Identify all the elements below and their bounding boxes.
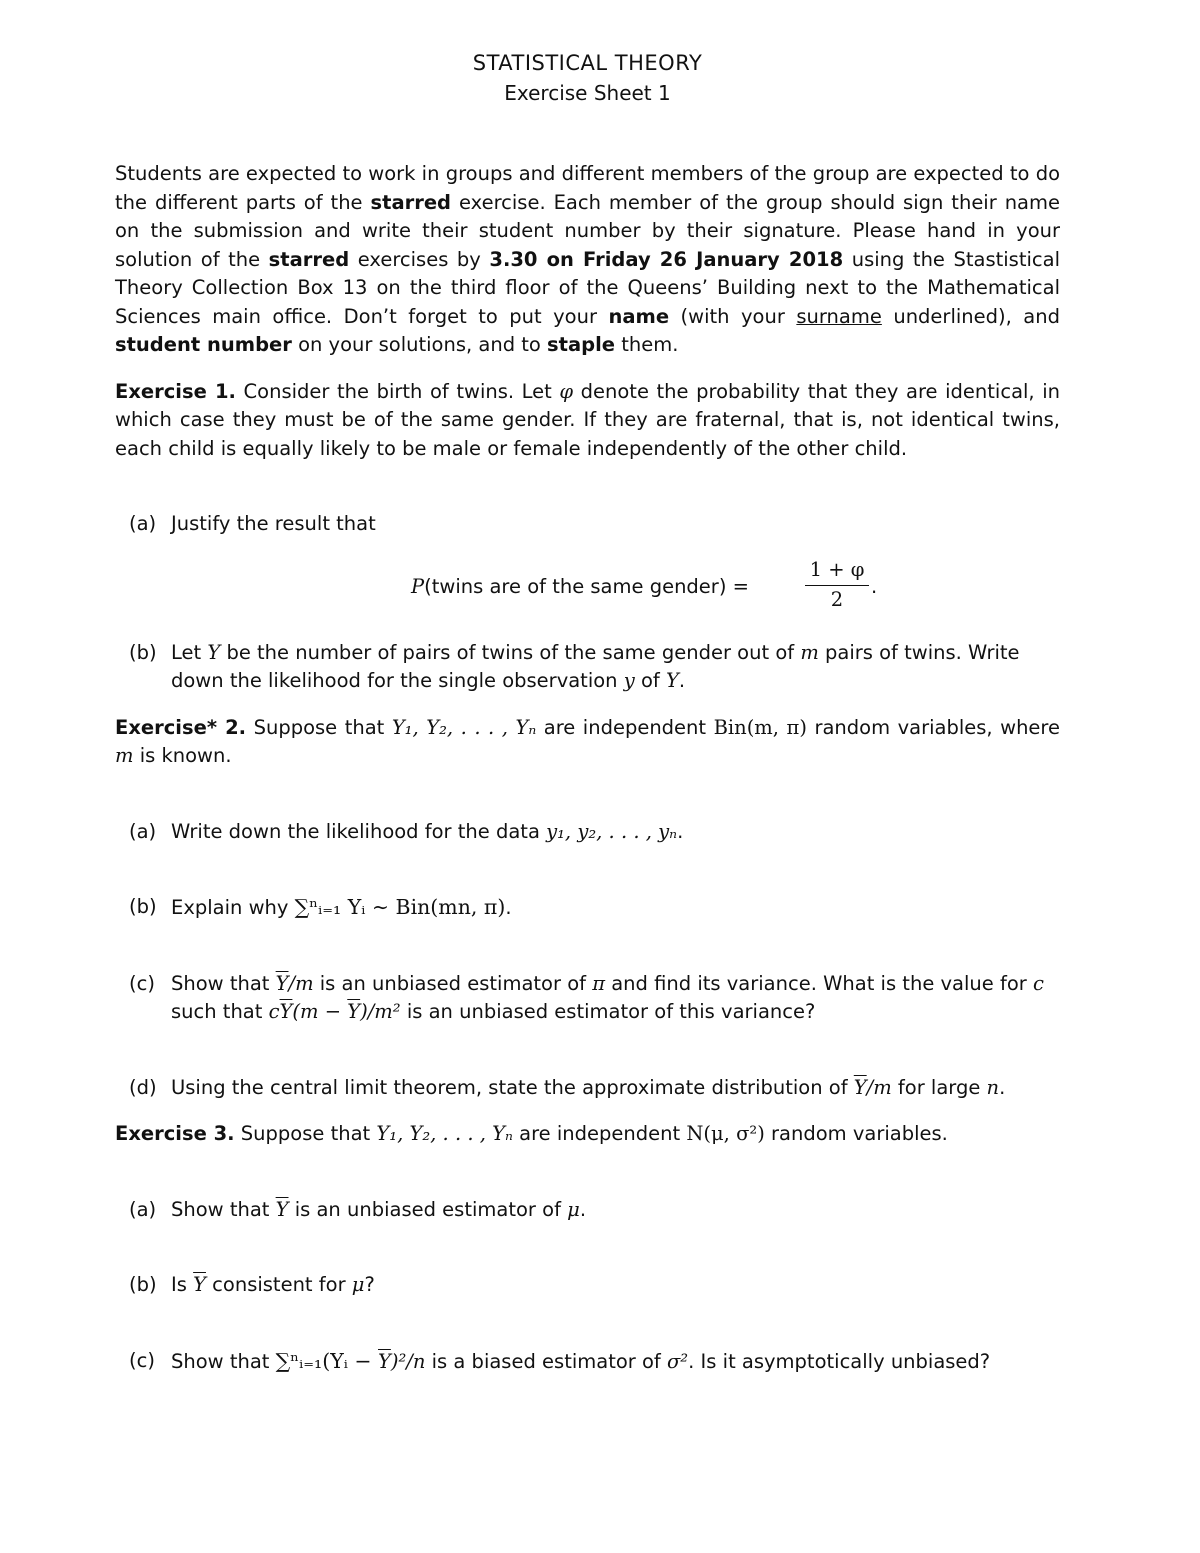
- math: Y: [665, 669, 679, 692]
- text: is a biased estimator of: [425, 1349, 667, 1373]
- exercise-2-part-a: [115, 818, 1060, 847]
- text: Explain why: [171, 896, 295, 919]
- text: .: [677, 819, 684, 843]
- text: Show that: [171, 1197, 276, 1221]
- text: is an unbiased estimator of: [313, 971, 593, 995]
- text: .: [505, 896, 512, 919]
- math: μ: [351, 1273, 365, 1296]
- exercise-2-part-d: [115, 1074, 1060, 1103]
- intro-text: using the Stastistical Theory Collection Box 13 on the third floor of the Queens’ Building next to the Mathematical Sciences main office. Don’t forget to put your: [115, 247, 1060, 328]
- text: Suppose that: [234, 1122, 377, 1145]
- text: .: [678, 669, 686, 692]
- intro-text: exercises by: [349, 247, 490, 271]
- intro-surname: surname: [796, 304, 882, 328]
- page-title: STATISTICAL THEORY: [472, 51, 703, 75]
- text: random variables.: [764, 1122, 948, 1145]
- period: .: [871, 574, 878, 598]
- math: $\overline{Y}$: [378, 1349, 391, 1373]
- intro-text: Students are expected to work in groups and different members of the group are expected to do the different parts of the: [115, 162, 1060, 214]
- display-equation: [175, 557, 1060, 617]
- part-label: (c): [129, 1348, 155, 1372]
- intro-text: them.: [615, 333, 679, 356]
- math: )/m²: [360, 1000, 401, 1023]
- text: are independent: [536, 715, 714, 739]
- text: for large: [891, 1075, 987, 1099]
- P-symbol: P: [411, 574, 425, 598]
- text: is an unbiased estimator of this variance?: [400, 1000, 816, 1023]
- text: Consider the birth of twins. Let: [235, 379, 560, 403]
- math: y₁, y₂, . . . , yₙ: [546, 819, 678, 843]
- text: such that: [171, 1000, 269, 1023]
- intro-text: exercise. Each member of the group should sign their name on the submission and write their student number by their signature. Please hand in your solution of the: [115, 190, 1060, 271]
- intro-starred-exercises: starred: [268, 247, 350, 271]
- text: pairs of twins. Write down the likelihood for the single observation: [171, 640, 1020, 692]
- part-label: (b): [129, 640, 157, 664]
- intro-student-number: student number: [115, 333, 292, 356]
- part-label: (c): [129, 971, 155, 995]
- exercise-sheet: [115, 48, 1060, 1376]
- text: .: [999, 1075, 1006, 1099]
- text: Suppose that: [246, 715, 392, 739]
- intro-name: name: [608, 304, 670, 328]
- text: random variables, where: [806, 715, 1061, 739]
- text: of: [634, 669, 666, 692]
- exercise-1-heading: Exercise 1.: [115, 379, 236, 403]
- text: Justify the result that: [171, 512, 376, 535]
- math: Y₁, Y₂, . . . , Yₙ: [391, 715, 537, 739]
- math: σ²: [667, 1349, 689, 1373]
- text: are independent: [512, 1122, 687, 1145]
- text: Show that: [171, 971, 276, 995]
- exercise-2-part-b: [115, 893, 1060, 923]
- math: Bin(m, π): [713, 715, 807, 739]
- part-label: (b): [129, 1273, 157, 1296]
- text: ?: [364, 1273, 375, 1296]
- math: /m: [866, 1075, 892, 1099]
- text: denote the probability that they are identical, in which case they must be of the same gender. If they are fraternal, that is, not identical twins, each child is equally likely to be male or female independently of the other child.: [115, 379, 1060, 460]
- part-label: (a): [129, 512, 157, 535]
- math: $\overline{Y}$: [193, 1273, 206, 1296]
- math: (m −: [292, 1000, 348, 1023]
- text: Show that: [171, 1349, 276, 1373]
- exercise-1-part-b: [115, 639, 1060, 696]
- math: m: [115, 744, 134, 767]
- exercise-3-part-a: [115, 1196, 1060, 1225]
- fraction: [805, 557, 869, 614]
- math: μ: [567, 1197, 580, 1221]
- math: y: [623, 669, 635, 692]
- math: )²/n: [390, 1349, 426, 1373]
- intro-staple: staple: [547, 333, 616, 356]
- intro-text: on your solutions, and to: [291, 333, 548, 356]
- math: $\overline{Y}$: [279, 1000, 293, 1023]
- exercise-2-heading: Exercise* 2.: [115, 715, 247, 739]
- math: c: [1032, 971, 1044, 995]
- exercise-2-part-c: [115, 970, 1060, 1027]
- math: π: [592, 971, 606, 995]
- part-label: (b): [129, 895, 157, 918]
- text: consistent for: [205, 1273, 352, 1296]
- math: ∑ⁿᵢ₌₁(Yᵢ −: [275, 1348, 378, 1373]
- math: Y: [207, 640, 221, 664]
- math: N(μ, σ²): [686, 1122, 765, 1145]
- math: $\overline{Y}$: [275, 1197, 289, 1221]
- text: Using the central limit theorem, state the approximate distribution of: [171, 1075, 854, 1099]
- exercise-3-heading: Exercise 3.: [115, 1122, 235, 1145]
- exercise-3-part-c: [115, 1347, 1060, 1377]
- text: and find its variance. What is the value for: [605, 971, 1033, 995]
- fraction-numerator: 1 + φ: [805, 557, 869, 586]
- text: . Is it asymptotically unbiased?: [688, 1349, 991, 1373]
- submission-deadline: 3.30 on Friday 26 January 2018: [489, 247, 844, 271]
- equation-lhs: [411, 575, 749, 598]
- math: n: [986, 1075, 1000, 1099]
- phi-symbol: φ: [559, 379, 574, 403]
- text: be the number of pairs of twins of the same gender out of: [220, 640, 801, 664]
- intro-text: (with your: [669, 304, 797, 328]
- text: Let: [171, 640, 208, 664]
- math: m: [800, 640, 819, 664]
- math: Y₁, Y₂, . . . , Yₙ: [376, 1122, 513, 1145]
- math: $\overline{Y}$: [853, 1075, 867, 1099]
- exercise-1-part-a: [115, 510, 1060, 539]
- page-subtitle: Exercise Sheet 1: [504, 81, 671, 105]
- part-label: (a): [129, 1197, 157, 1221]
- text: is known.: [133, 744, 232, 767]
- part-label: (d): [129, 1075, 157, 1099]
- math: /m: [288, 971, 314, 995]
- exercise-2-statement: [115, 714, 1060, 771]
- math: $\overline{Y}$: [275, 971, 289, 995]
- exercise-3-part-b: [115, 1271, 1060, 1300]
- math: $\overline{Y}$: [347, 1000, 361, 1023]
- instructions-paragraph: [115, 160, 1060, 360]
- text: Is: [171, 1273, 194, 1296]
- exercise-1-statement: [115, 378, 1060, 464]
- intro-text: underlined), and: [881, 304, 1060, 328]
- intro-starred: starred: [370, 190, 452, 214]
- text: is an unbiased estimator of: [288, 1197, 568, 1221]
- math: ∑ⁿᵢ₌₁ Yᵢ ∼ Bin(mn, π): [294, 895, 506, 919]
- text: Write down the likelihood for the data: [171, 819, 547, 843]
- part-label: (a): [129, 819, 157, 843]
- text: .: [579, 1197, 587, 1221]
- exercise-3-statement: [115, 1120, 1060, 1149]
- fraction-denominator: 2: [830, 587, 844, 611]
- math: c: [268, 1000, 280, 1023]
- text: (twins are of the same gender) =: [424, 574, 749, 598]
